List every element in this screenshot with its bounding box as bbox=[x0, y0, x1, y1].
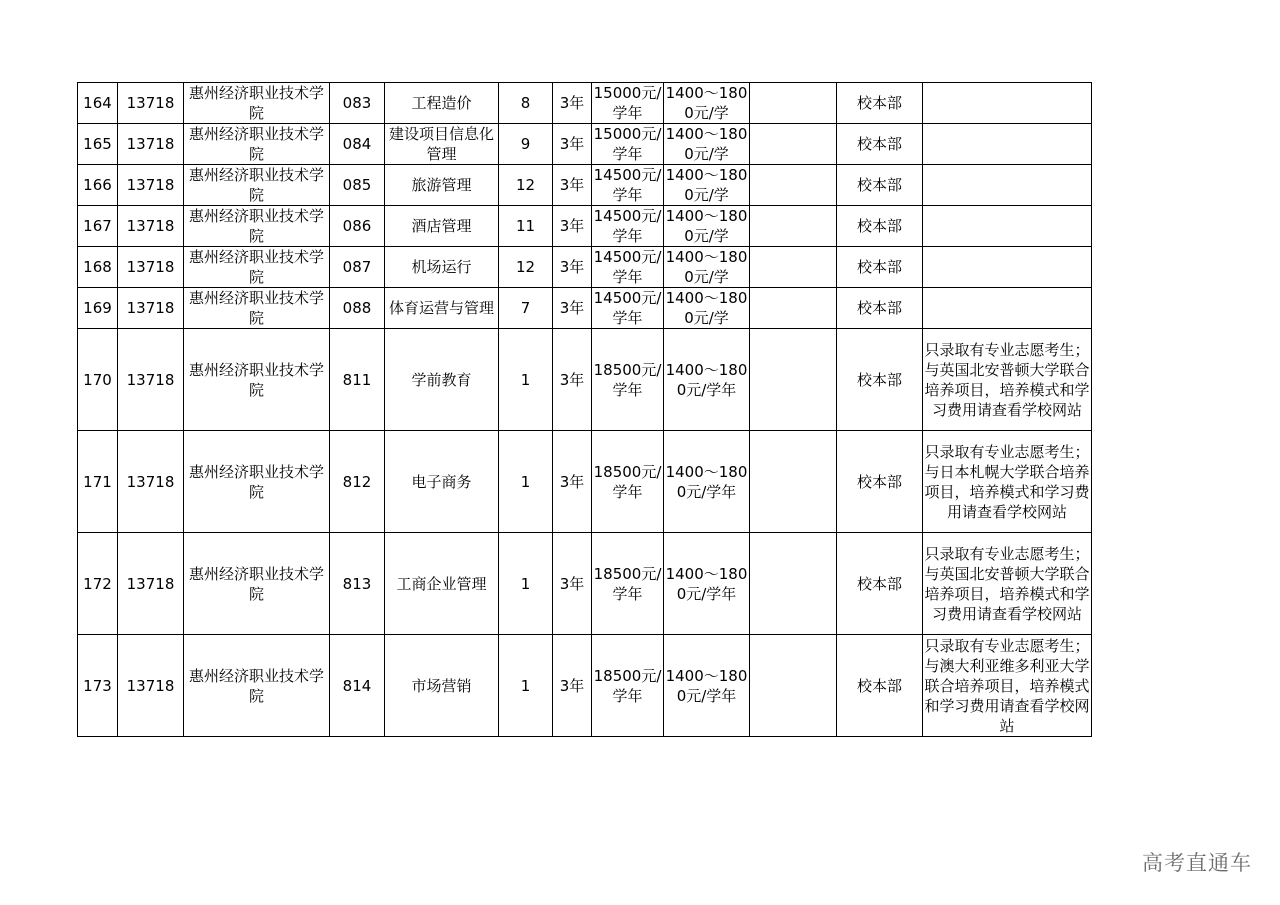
duration-cell: 3年 bbox=[553, 329, 592, 431]
empty-cell bbox=[750, 247, 837, 288]
school-name-cell: 惠州经济职业技术学院 bbox=[184, 206, 330, 247]
plan-count-cell: 11 bbox=[499, 206, 553, 247]
table-body bbox=[78, 83, 1092, 737]
school-code-cell: 13718 bbox=[118, 124, 184, 165]
row-number-cell: 169 bbox=[78, 288, 118, 329]
empty-cell bbox=[750, 533, 837, 635]
school-code-cell: 13718 bbox=[118, 533, 184, 635]
campus-cell: 校本部 bbox=[837, 635, 923, 737]
note-cell bbox=[923, 124, 1092, 165]
dorm-fee-cell: 1400～1800元/学年 bbox=[664, 533, 750, 635]
major-name-cell: 建设项目信息化管理 bbox=[385, 124, 499, 165]
plan-count-cell: 9 bbox=[499, 124, 553, 165]
empty-cell bbox=[750, 124, 837, 165]
enrollment-plan-table bbox=[77, 82, 1092, 737]
table-row bbox=[78, 165, 1092, 206]
table-row bbox=[78, 533, 1092, 635]
campus-cell: 校本部 bbox=[837, 533, 923, 635]
row-number-cell: 173 bbox=[78, 635, 118, 737]
major-name-cell: 市场营销 bbox=[385, 635, 499, 737]
empty-cell bbox=[750, 288, 837, 329]
major-name-cell: 工程造价 bbox=[385, 83, 499, 124]
duration-cell: 3年 bbox=[553, 247, 592, 288]
duration-cell: 3年 bbox=[553, 83, 592, 124]
note-cell bbox=[923, 206, 1092, 247]
dorm-fee-cell: 1400～1800元/学 bbox=[664, 83, 750, 124]
tuition-cell: 15000元/学年 bbox=[592, 83, 664, 124]
plan-count-cell: 1 bbox=[499, 635, 553, 737]
major-name-cell: 体育运营与管理 bbox=[385, 288, 499, 329]
dorm-fee-cell: 1400～1800元/学 bbox=[664, 247, 750, 288]
empty-cell bbox=[750, 431, 837, 533]
school-code-cell: 13718 bbox=[118, 635, 184, 737]
note-cell bbox=[923, 247, 1092, 288]
empty-cell bbox=[750, 83, 837, 124]
school-code-cell: 13718 bbox=[118, 329, 184, 431]
plan-count-cell: 12 bbox=[499, 247, 553, 288]
plan-count-cell: 8 bbox=[499, 83, 553, 124]
plan-count-cell: 12 bbox=[499, 165, 553, 206]
major-code-cell: 084 bbox=[330, 124, 385, 165]
major-code-cell: 811 bbox=[330, 329, 385, 431]
row-number-cell: 170 bbox=[78, 329, 118, 431]
table-row bbox=[78, 329, 1092, 431]
note-cell: 只录取有专业志愿考生；与英国北安普顿大学联合培养项目，培养模式和学习费用请查看学校网站 bbox=[923, 533, 1092, 635]
school-name-cell: 惠州经济职业技术学院 bbox=[184, 288, 330, 329]
major-code-cell: 814 bbox=[330, 635, 385, 737]
note-cell bbox=[923, 83, 1092, 124]
plan-count-cell: 1 bbox=[499, 329, 553, 431]
watermark-logo-text: 高考直通车 bbox=[1142, 851, 1252, 875]
dorm-fee-cell: 1400～1800元/学年 bbox=[664, 431, 750, 533]
school-name-cell: 惠州经济职业技术学院 bbox=[184, 124, 330, 165]
duration-cell: 3年 bbox=[553, 635, 592, 737]
table-row bbox=[78, 83, 1092, 124]
major-code-cell: 813 bbox=[330, 533, 385, 635]
dorm-fee-cell: 1400～1800元/学年 bbox=[664, 329, 750, 431]
major-name-cell: 工商企业管理 bbox=[385, 533, 499, 635]
plan-count-cell: 7 bbox=[499, 288, 553, 329]
school-code-cell: 13718 bbox=[118, 83, 184, 124]
school-name-cell: 惠州经济职业技术学院 bbox=[184, 635, 330, 737]
major-code-cell: 083 bbox=[330, 83, 385, 124]
note-cell: 只录取有专业志愿考生；与英国北安普顿大学联合培养项目，培养模式和学习费用请查看学校网站 bbox=[923, 329, 1092, 431]
duration-cell: 3年 bbox=[553, 288, 592, 329]
note-cell: 只录取有专业志愿考生；与日本札幌大学联合培养项目，培养模式和学习费用请查看学校网站 bbox=[923, 431, 1092, 533]
tuition-cell: 18500元/学年 bbox=[592, 329, 664, 431]
dorm-fee-cell: 1400～1800元/学 bbox=[664, 124, 750, 165]
school-code-cell: 13718 bbox=[118, 288, 184, 329]
campus-cell: 校本部 bbox=[837, 288, 923, 329]
tuition-cell: 15000元/学年 bbox=[592, 124, 664, 165]
tuition-cell: 18500元/学年 bbox=[592, 533, 664, 635]
school-code-cell: 13718 bbox=[118, 165, 184, 206]
dorm-fee-cell: 1400～1800元/学 bbox=[664, 288, 750, 329]
major-name-cell: 机场运行 bbox=[385, 247, 499, 288]
row-number-cell: 164 bbox=[78, 83, 118, 124]
row-number-cell: 172 bbox=[78, 533, 118, 635]
table-row bbox=[78, 288, 1092, 329]
campus-cell: 校本部 bbox=[837, 206, 923, 247]
school-name-cell: 惠州经济职业技术学院 bbox=[184, 533, 330, 635]
plan-count-cell: 1 bbox=[499, 431, 553, 533]
school-code-cell: 13718 bbox=[118, 206, 184, 247]
row-number-cell: 166 bbox=[78, 165, 118, 206]
campus-cell: 校本部 bbox=[837, 124, 923, 165]
major-code-cell: 088 bbox=[330, 288, 385, 329]
duration-cell: 3年 bbox=[553, 431, 592, 533]
duration-cell: 3年 bbox=[553, 165, 592, 206]
major-code-cell: 086 bbox=[330, 206, 385, 247]
major-name-cell: 学前教育 bbox=[385, 329, 499, 431]
row-number-cell: 168 bbox=[78, 247, 118, 288]
row-number-cell: 165 bbox=[78, 124, 118, 165]
school-name-cell: 惠州经济职业技术学院 bbox=[184, 247, 330, 288]
empty-cell bbox=[750, 165, 837, 206]
campus-cell: 校本部 bbox=[837, 247, 923, 288]
table-row bbox=[78, 124, 1092, 165]
note-cell bbox=[923, 165, 1092, 206]
table-row bbox=[78, 431, 1092, 533]
school-name-cell: 惠州经济职业技术学院 bbox=[184, 83, 330, 124]
tuition-cell: 14500元/学年 bbox=[592, 206, 664, 247]
school-code-cell: 13718 bbox=[118, 247, 184, 288]
campus-cell: 校本部 bbox=[837, 165, 923, 206]
table-row bbox=[78, 635, 1092, 737]
school-name-cell: 惠州经济职业技术学院 bbox=[184, 165, 330, 206]
note-cell: 只录取有专业志愿考生；与澳大利亚维多利亚大学联合培养项目，培养模式和学习费用请查看学校网站 bbox=[924, 636, 1090, 735]
tuition-cell: 18500元/学年 bbox=[592, 635, 664, 737]
table-row bbox=[78, 247, 1092, 288]
school-name-cell: 惠州经济职业技术学院 bbox=[184, 329, 330, 431]
empty-cell bbox=[750, 206, 837, 247]
empty-cell bbox=[750, 635, 837, 737]
major-code-cell: 085 bbox=[330, 165, 385, 206]
dorm-fee-cell: 1400～1800元/学 bbox=[664, 165, 750, 206]
major-code-cell: 087 bbox=[330, 247, 385, 288]
school-name-cell: 惠州经济职业技术学院 bbox=[184, 431, 330, 533]
empty-cell bbox=[750, 329, 837, 431]
row-number-cell: 167 bbox=[78, 206, 118, 247]
tuition-cell: 18500元/学年 bbox=[592, 431, 664, 533]
major-code-cell: 812 bbox=[330, 431, 385, 533]
dorm-fee-cell: 1400～1800元/学年 bbox=[664, 635, 750, 737]
table-row bbox=[78, 206, 1092, 247]
dorm-fee-cell: 1400～1800元/学 bbox=[664, 206, 750, 247]
campus-cell: 校本部 bbox=[837, 431, 923, 533]
school-code-cell: 13718 bbox=[118, 431, 184, 533]
duration-cell: 3年 bbox=[553, 533, 592, 635]
plan-count-cell: 1 bbox=[499, 533, 553, 635]
tuition-cell: 14500元/学年 bbox=[592, 288, 664, 329]
major-name-cell: 酒店管理 bbox=[385, 206, 499, 247]
campus-cell: 校本部 bbox=[837, 329, 923, 431]
note-cell bbox=[923, 288, 1092, 329]
campus-cell: 校本部 bbox=[837, 83, 923, 124]
tuition-cell: 14500元/学年 bbox=[592, 247, 664, 288]
major-name-cell: 旅游管理 bbox=[385, 165, 499, 206]
row-number-cell: 171 bbox=[78, 431, 118, 533]
major-name-cell: 电子商务 bbox=[385, 431, 499, 533]
tuition-cell: 14500元/学年 bbox=[592, 165, 664, 206]
duration-cell: 3年 bbox=[553, 124, 592, 165]
duration-cell: 3年 bbox=[553, 206, 592, 247]
